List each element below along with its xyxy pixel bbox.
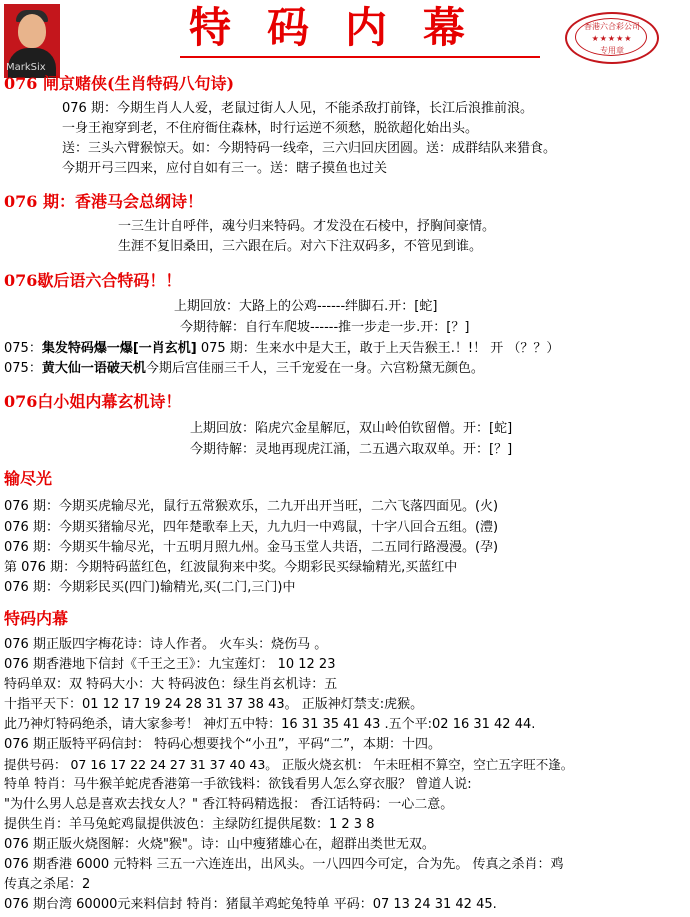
seal-top-text: 香港六合彩公司: [584, 22, 640, 31]
s6-line-6: 076 期正版特平码信封： 特码心想要找个“小丑”，平码“二”，本期：十四。: [4, 737, 442, 752]
s6-line-10: 提供生肖：羊马兔蛇鸡鼠提供波色：主绿防红提供尾数：1 2 3 8: [4, 817, 375, 832]
avatar-watermark: MarkSix: [6, 62, 46, 73]
s6-line-2: 076 期香港地下信封《千王之王》：九宝莲灯： 10 12 23: [4, 657, 336, 672]
s2-line-2: 生涯不复旧桑田，三六跟在后。对六下注双码多，不管见到谁。: [118, 239, 483, 254]
s3-line-4-bold: 黄大仙一语破天机: [41, 361, 146, 376]
s4-current-riddle: 今期待解：灵地再现虎江涌，二五遇六取双单。开：[？]: [190, 442, 513, 457]
s3-line-3-text: 075 期：生来水中是大王，敢于上天告猴王.！!！ 开 （？？）: [200, 341, 560, 356]
s2-line-1: 一三生计自呼伴，魂兮归来特码。才发没在石棱中，抒胸间豪情。: [118, 219, 496, 234]
s3-line-4: [4, 360, 484, 377]
s1-line-4: 今期开弓三四来，应付自如有三一。送：瞎子摸鱼也过关: [62, 161, 388, 176]
page-title: 特码内幕: [188, 3, 501, 52]
s3-line-3-prefix: 075：: [4, 341, 42, 356]
section-heading-2: 076 期：香港马会总纲诗！: [4, 192, 203, 211]
section-heading-6: 特码内幕: [4, 609, 69, 628]
title-underline: [180, 56, 540, 58]
s1-line-2: 一身王袍穿到老，不住府衙住森林，时行运逆不须愁，脱欲超化始出头。: [62, 121, 479, 136]
section-heading-5: 输尽光: [4, 469, 53, 488]
s4-last-result: 上期回放：陷虎穴金星解厄，双山岭伯钦留僧。开：[蛇]: [190, 421, 513, 436]
s5-line-1: 076 期：今期买虎输尽光，鼠行五常猴欢乐，二九开出开当旺，二六飞落四面见。(火): [4, 499, 499, 514]
s6-line-7: 提供号码： 07 16 17 22 24 27 31 37 40 43。 正版火烧玄机： 午未旺相不算空，空亡五字旺不逢。: [4, 757, 574, 772]
s1-line-3: 送：三头六臂猴惊天。如：今期特码一线牵，三六归回庆团圆。送：成群结队来猎食。: [62, 141, 557, 156]
s1-line-1: 076 期：今期生肖人人爱，老鼠过街人人见，不能杀敌打前锋，长江后浪推前浪。: [62, 101, 533, 116]
s5-line-3: 076 期：今期买牛输尽光，十五明月照九州。金马玉堂人共语，二五同行路漫漫。(孕): [4, 540, 499, 555]
section-heading-3: 076歇后语六合特码！！: [4, 271, 182, 290]
s6-line-4: 十指平天下：01 12 17 19 24 28 31 37 38 43。 正版神灯禁支:虎猴。: [4, 697, 424, 712]
s5-line-2: 076 期：今期买猪输尽光，四年楚歌奉上天，九九归一中鸡鼠，十字八回合五组。(澧): [4, 520, 499, 535]
section-heading-4: 076白小姐内幕玄机诗！: [4, 392, 182, 411]
s3-line-3-bold: 集发特码爆一爆[一肖玄机]: [41, 341, 197, 356]
s6-line-11: 076 期正版火烧图解：火烧"猴"。诗：山中瘦猪雄心在，超群出类世无双。: [4, 837, 435, 852]
seal-bottom-text: 专用章: [600, 46, 624, 55]
s5-line-4: 第 076 期：今期特码蓝红色，红波鼠狗来中奖。今期彩民买绿输精光,买蓝红中: [4, 560, 458, 575]
s6-line-9: "为什么男人总是喜欢去找女人？" 香江特码精选报： 香江话特码：一心二意。: [4, 797, 454, 812]
s6-line-14: 076 期台湾 60000元来料信封 特肖：猪鼠羊鸡蛇兔特单 平码：07 13 24 31 42 45.: [4, 897, 497, 912]
s5-line-5: 076 期：今期彩民买(四门)输精光,买(二门,三门)中: [4, 580, 296, 595]
official-seal: [565, 12, 659, 64]
s6-line-5: 此乃神灯特码绝杀，请大家参考！ 神灯五中特：16 31 35 41 43 .五个平:02 16 31 42 44.: [4, 717, 536, 732]
s3-line-4-prefix: 075：: [4, 361, 42, 376]
s3-current-riddle: 今期待解：自行车爬坡------推一步走一步.开：[？]: [180, 320, 470, 335]
s6-line-12: 076 期香港 6000 元特料 三五一六连连出，出风头。一八四四今可定，合为先。 传真之杀肖：鸡: [4, 857, 564, 872]
s6-line-13: 传真之杀尾：2: [4, 877, 91, 892]
s3-last-result: 上期回放：大路上的公鸡------绊脚石.开：[蛇]: [174, 299, 438, 314]
section-heading-1: 076 闸京赌侠(生肖特码八句诗): [4, 74, 235, 93]
s3-line-4-text: 今期后宫佳丽三千人，三千宠爱在一身。六宫粉黛无颜色。: [145, 361, 484, 376]
s6-line-3: 特码单双：双 特码大小：大 特码波色：绿生肖玄机诗：五: [4, 677, 338, 692]
s6-line-8: 特单 特肖：马牛猴羊蛇虎香港第一手欲钱料：欲钱看男人怎么穿衣服？ 曾道人说:: [4, 777, 472, 792]
s3-line-3: [4, 340, 559, 357]
s6-line-1: 076 期正版四字梅花诗：诗人作者。 火车头：烧伤马 。: [4, 637, 328, 652]
seal-stars: ★★★★★: [591, 34, 633, 43]
